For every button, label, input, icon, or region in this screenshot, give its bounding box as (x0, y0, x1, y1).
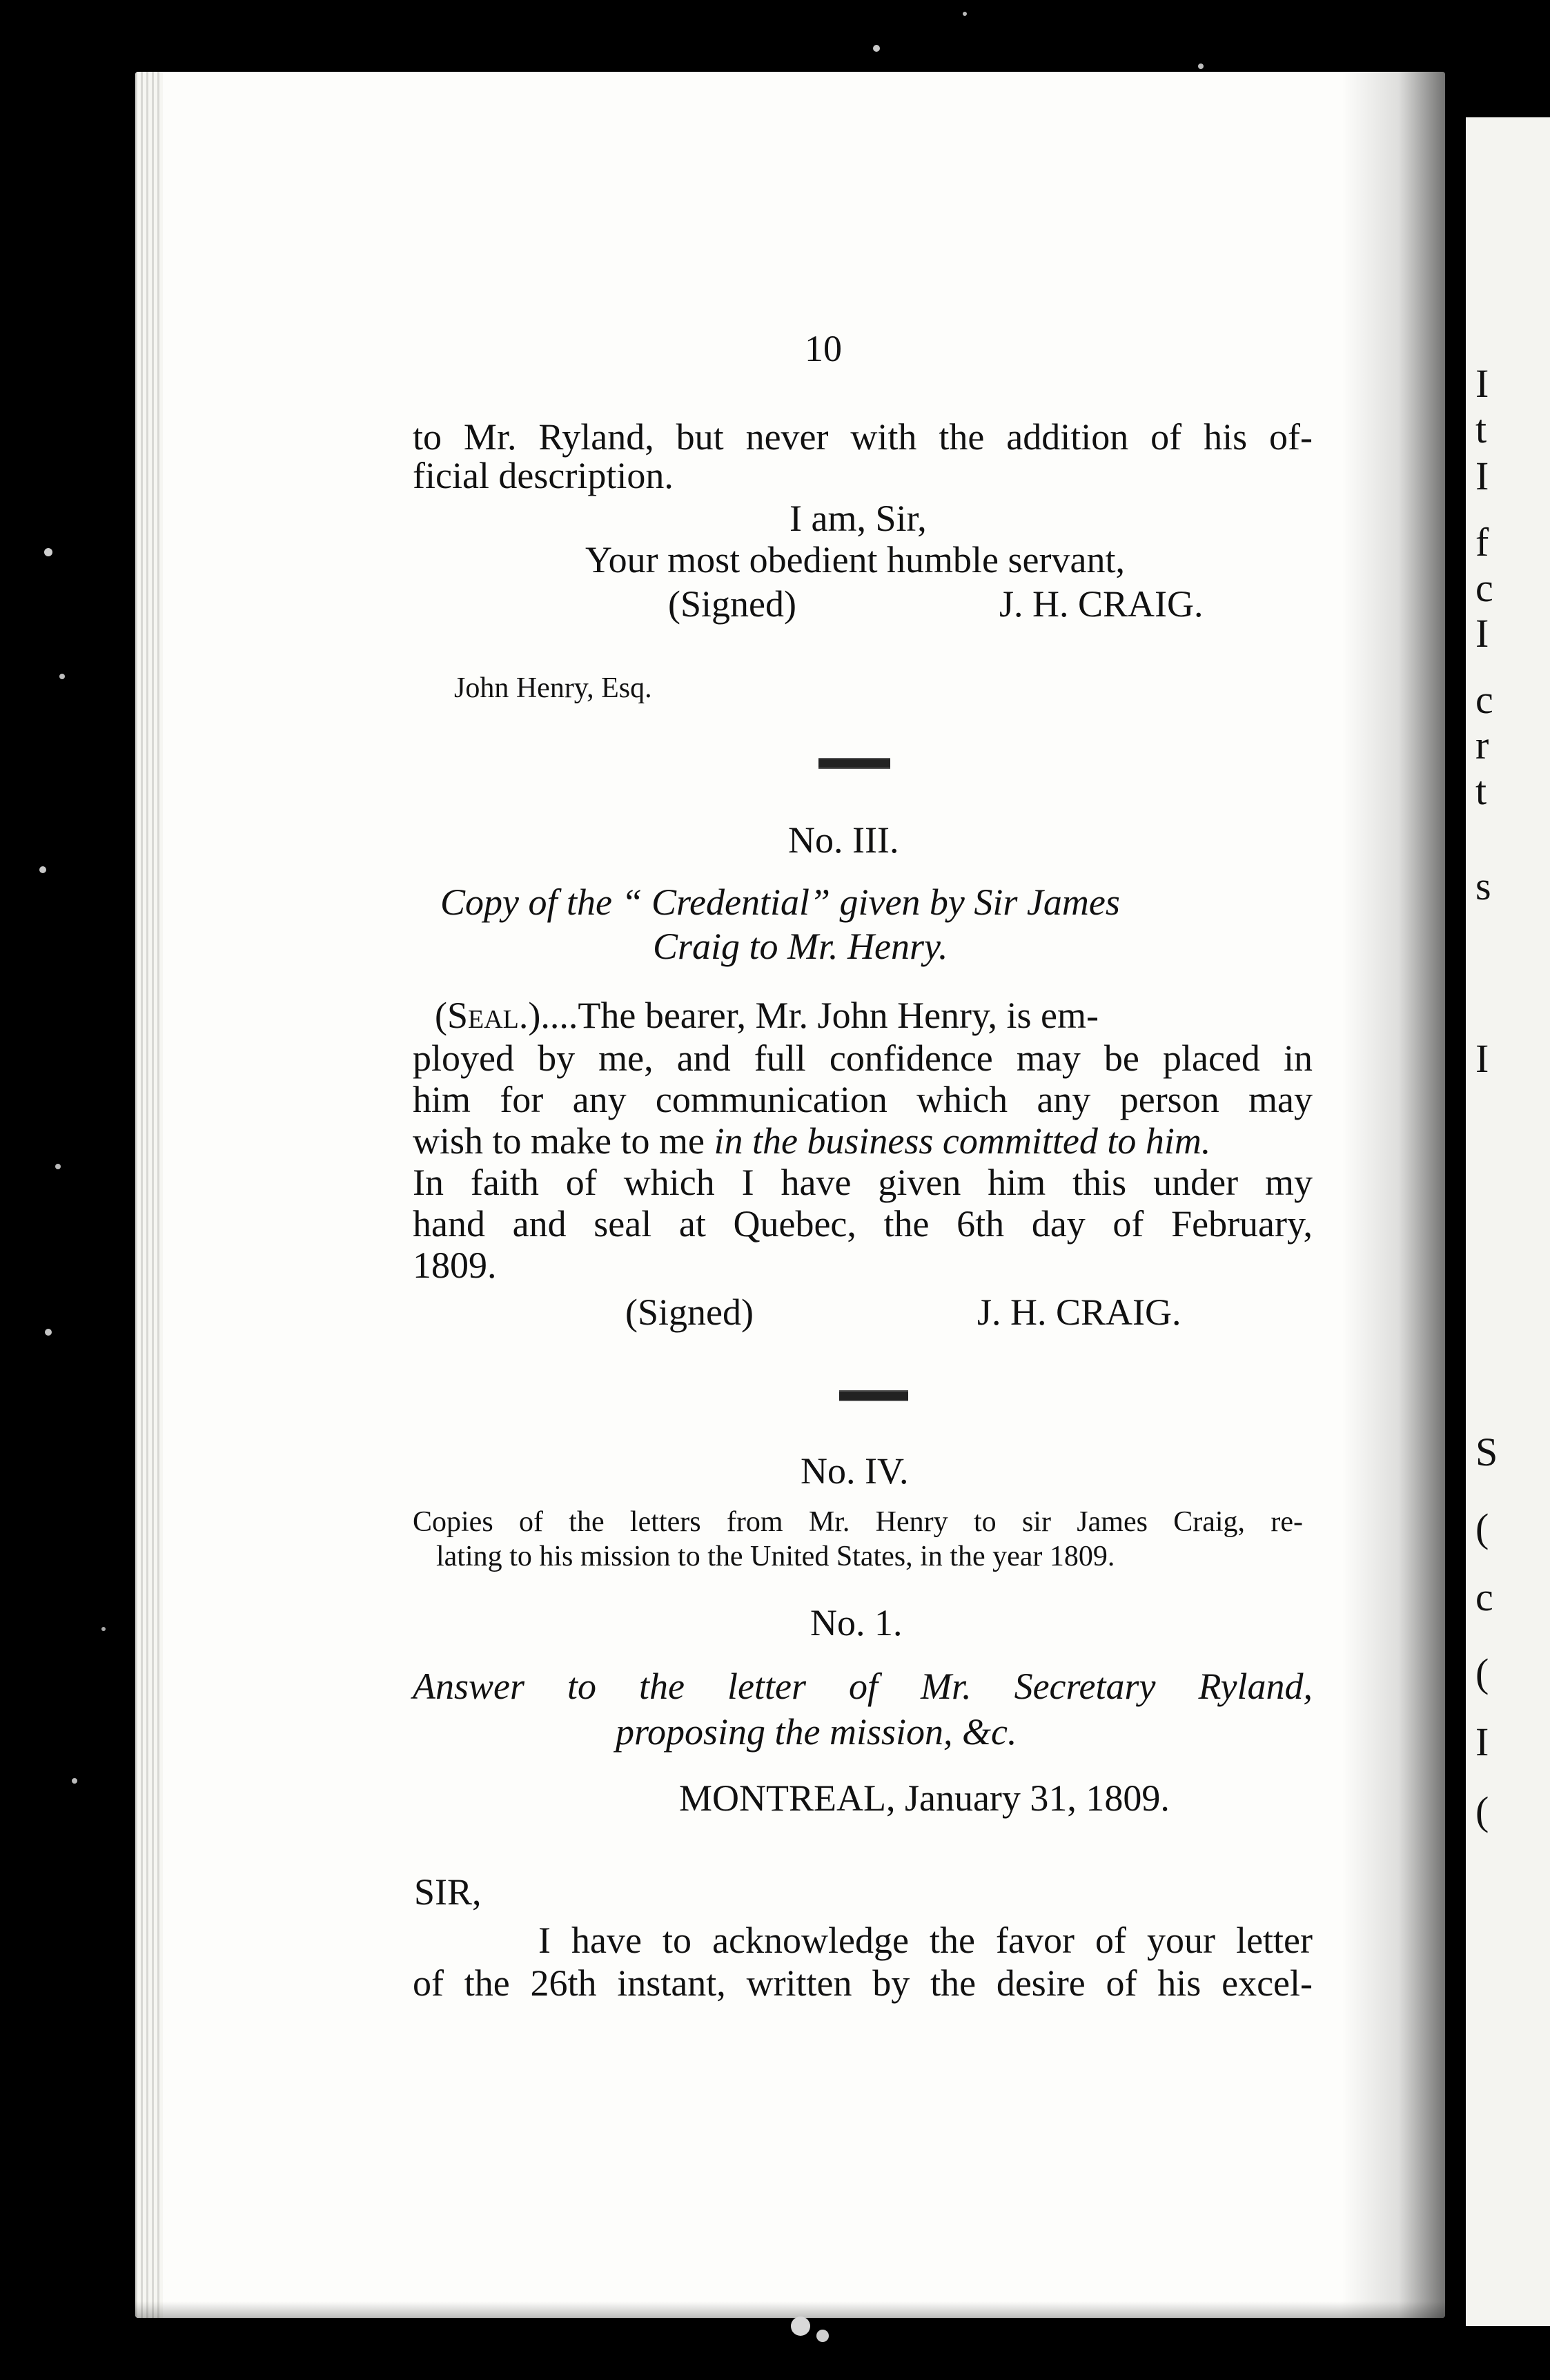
credential-line-7: 1809. (413, 1245, 497, 1286)
section-iii-title-line-1: Copy of the “ Credential” given by Sir James (440, 881, 1120, 923)
credential-line-3: him for any communication which any person may (413, 1079, 1313, 1120)
signature: J. H. CRAIG. (999, 583, 1204, 625)
addressee: John Henry, Esq. (454, 672, 652, 704)
credential-line-4-plain: wish to make to me (413, 1120, 714, 1162)
credential-line-2: ployed by me, and full confidence may be placed in (413, 1037, 1313, 1079)
sub-heading-no-1: No. 1. (810, 1602, 903, 1643)
salutation: SIR, (414, 1871, 482, 1913)
credential-line-6: hand and seal at Quebec, the 6th day of February, (413, 1203, 1313, 1245)
page-number: 10 (805, 328, 842, 369)
section-heading-iii: No. III. (788, 819, 899, 861)
section-iv-summary-line-1: Copies of the letters from Mr. Henry to sir James Craig, re- (413, 1506, 1303, 1538)
credential-line-1-text: ....The bearer, Mr. John Henry, is em- (540, 995, 1099, 1036)
letter-title-line-2: proposing the mission, &c. (616, 1711, 1017, 1753)
section-iii-title-line-2: Craig to Mr. Henry. (653, 926, 948, 967)
credential-line-5: In faith of which I have given him this under my (413, 1162, 1313, 1203)
section-heading-iv: No. IV. (801, 1450, 909, 1492)
dateline: MONTREAL, January 31, 1809. (679, 1777, 1170, 1819)
letter-body-line-2: of the 26th instant, written by the desire of his excel- (413, 1962, 1313, 2004)
seal-label: (Seal.) (435, 995, 541, 1036)
section-iv-summary-line-2: lating to his mission to the United States, in the year 1809. (436, 1541, 1115, 1572)
closing-valediction: Your most obedient humble servant, (585, 539, 1125, 581)
letter-title-line-1: Answer to the letter of Mr. Secretary Ryland, (413, 1666, 1313, 1707)
signed-label: (Signed) (668, 583, 796, 625)
continuation-line-2: ficial description. (413, 455, 674, 496)
continuation-line-1: to Mr. Ryland, but never with the addition of his of- (413, 416, 1313, 458)
credential-signed-label: (Signed) (625, 1291, 754, 1333)
adjacent-page-edge: I t I f c I c r t s I S ( c ( I ( (1466, 117, 1550, 2326)
credential-signature: J. H. CRAIG. (977, 1291, 1181, 1333)
closing-greeting: I am, Sir, (789, 498, 927, 539)
credential-line-4-italic: in the business committed to him. (714, 1120, 1211, 1162)
letter-body-line-1: I have to acknowledge the favor of your letter (538, 1920, 1313, 1961)
